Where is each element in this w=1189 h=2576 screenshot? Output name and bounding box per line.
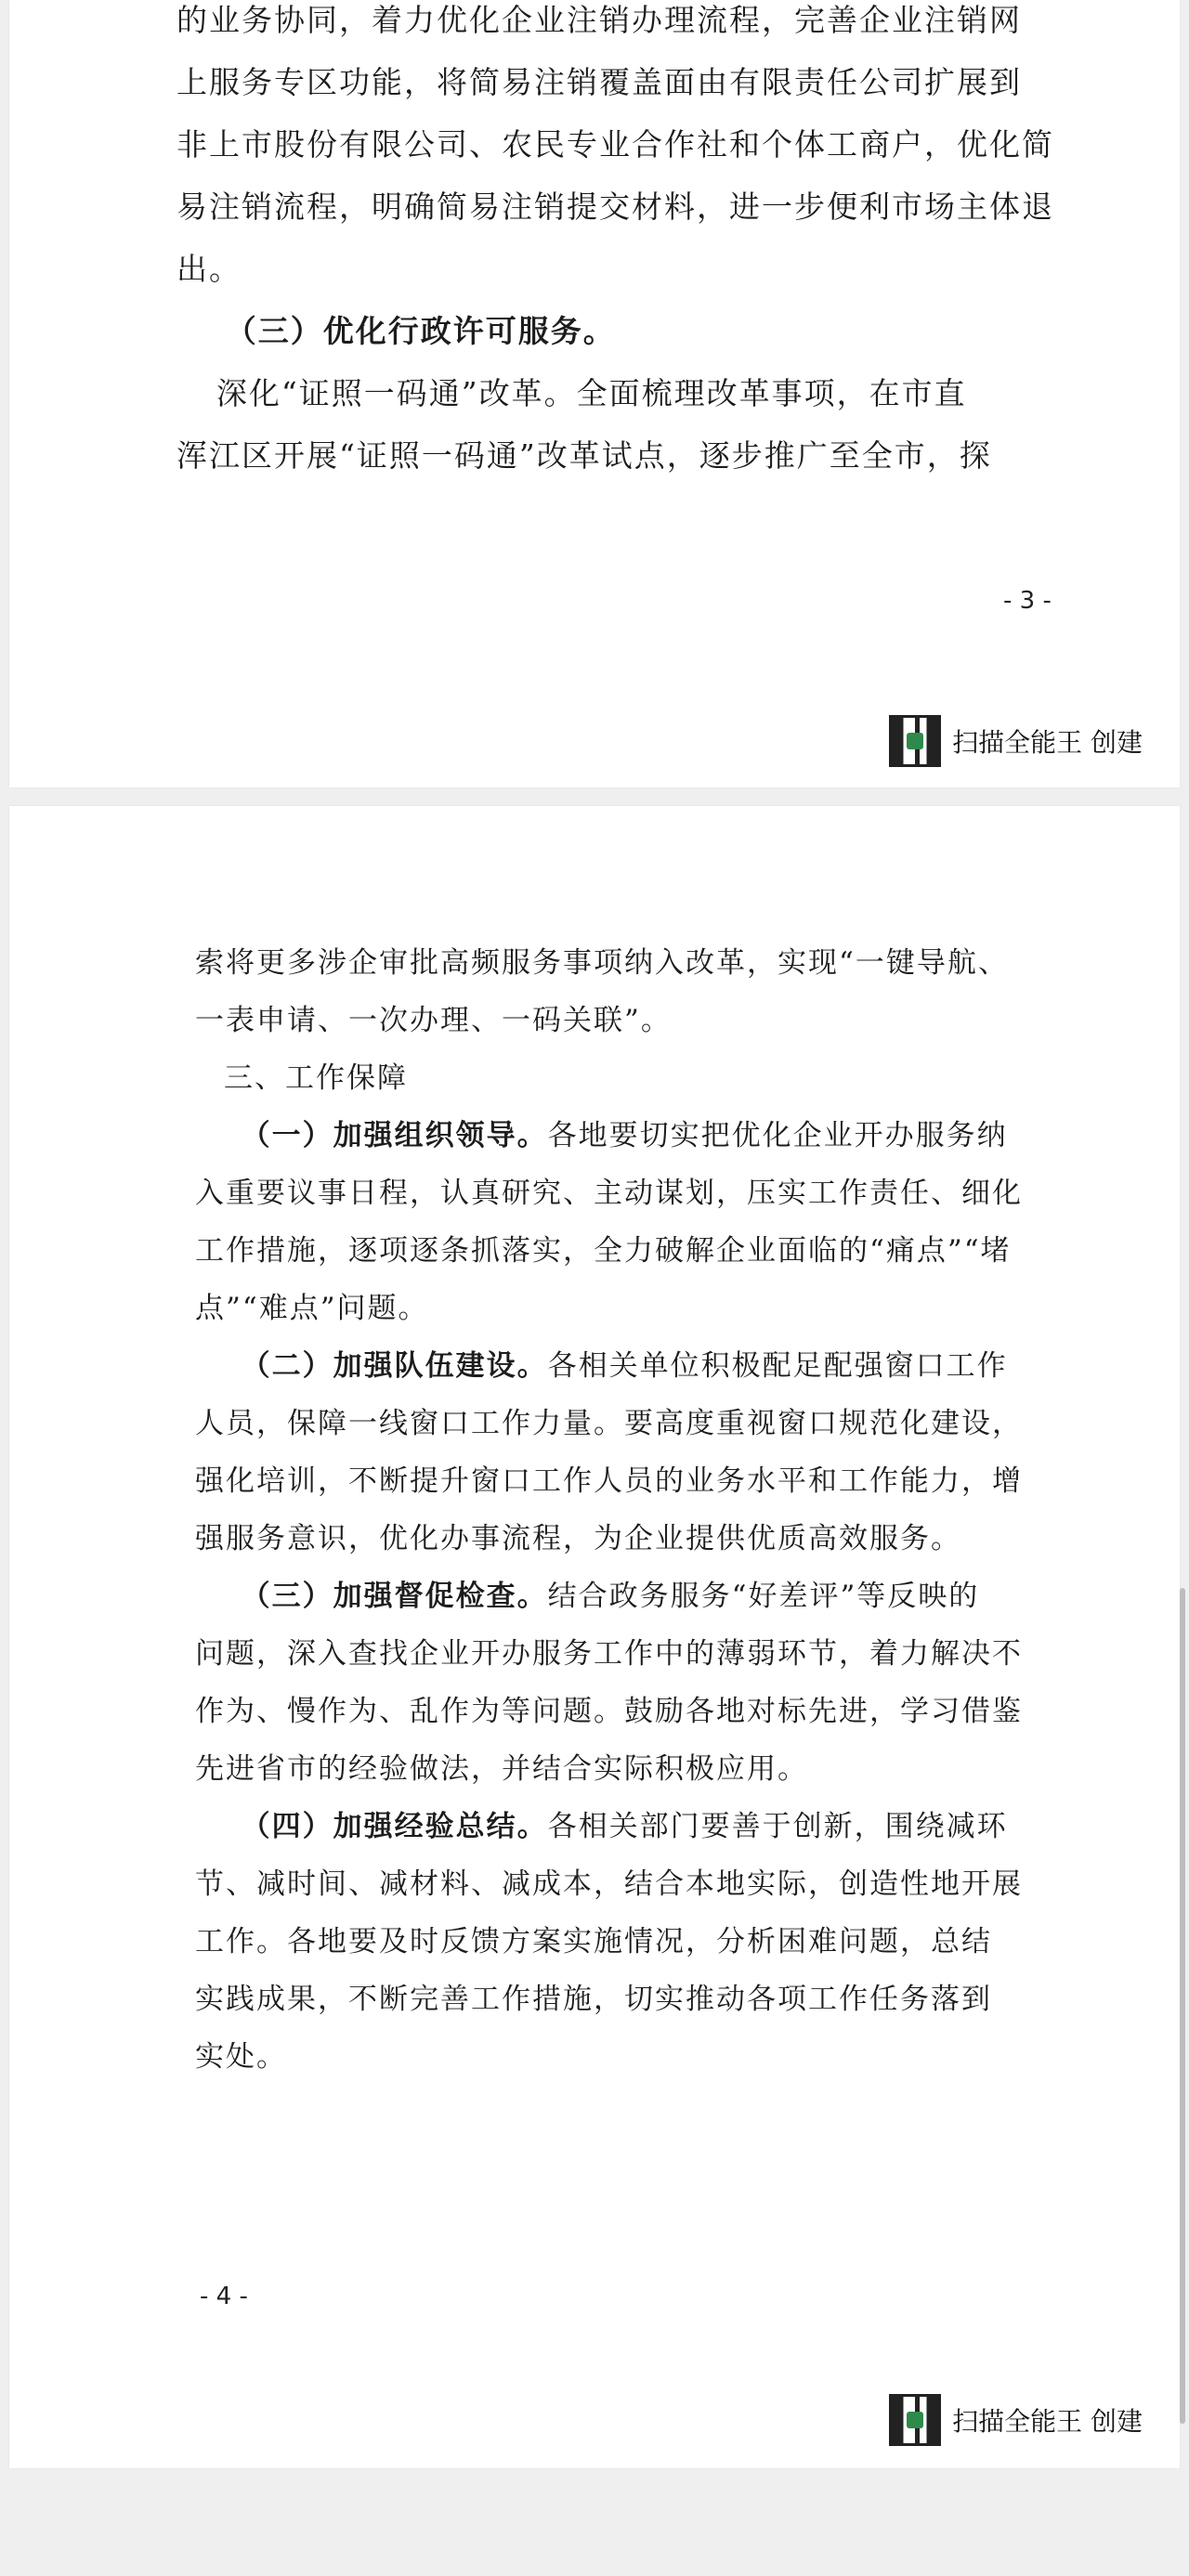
- text-line: 点”“难点”问题。: [195, 1292, 429, 1325]
- scanner-watermark: [889, 2394, 1143, 2446]
- text-line: 强化培训，不断提升窗口工作人员的业务水平和工作能力，增: [195, 1464, 1023, 1498]
- subsection-heading: （三）优化行政许可服务。: [225, 313, 616, 349]
- document-page-4: [9, 806, 1180, 2468]
- item-first-line: （三）加强督促检查。结合政务服务“好差评”等反映的: [241, 1580, 980, 1613]
- text-line: 先进省市的经验做法，并结合实际积极应用。: [195, 1752, 808, 1786]
- text-line: 索将更多涉企审批高频服务事项纳入改革，实现“一键导航、: [195, 946, 1009, 980]
- item-first-line: （二）加强队伍建设。各相关单位积极配足配强窗口工作: [241, 1349, 1008, 1383]
- item-first-line: （一）加强组织领导。各地要切实把优化企业开办服务纳: [241, 1119, 1008, 1152]
- text-line: 工作。各地要及时反馈方案实施情况，分析困难问题，总结: [195, 1925, 992, 1958]
- item-title: （二）加强队伍建设。: [241, 1349, 548, 1383]
- item-first-line: （四）加强经验总结。各相关部门要善于创新，围绕减环: [241, 1810, 1008, 1843]
- page3-body: [176, 0, 1054, 487]
- text-line: 易注销流程，明确简易注销提交材料，进一步便利市场主体退: [176, 189, 1054, 225]
- watermark-label: 扫描全能王 创建: [952, 727, 1143, 758]
- text-line: 入重要议事日程，认真研究、主动谋划，压实工作责任、细化: [195, 1177, 1023, 1210]
- text-line: 上服务专区功能，将简易注销覆盖面由有限责任公司扩展到: [176, 64, 1022, 100]
- text-line: 实处。: [195, 2040, 287, 2074]
- page-number: - 3 -: [1003, 587, 1052, 615]
- section-heading: 三、工作保障: [224, 1061, 408, 1095]
- text-line: 浑江区开展“证照一码通”改革试点，逐步推广至全市，探: [176, 437, 992, 474]
- watermark-label: 扫描全能王 创建: [952, 2406, 1143, 2437]
- text-line: 作为、慢作为、乱作为等问题。鼓励各地对标先进，学习借鉴: [195, 1695, 1023, 1728]
- text-line: 非上市股份有限公司、农民专业合作社和个体工商户，优化简: [176, 126, 1054, 163]
- item-title: （四）加强经验总结。: [241, 1810, 548, 1843]
- text-line: 工作措施，逐项逐条抓落实，全力破解企业面临的“痛点”“堵: [195, 1234, 1012, 1268]
- text-line: 的业务协同，着力优化企业注销办理流程，完善企业注销网: [176, 2, 1022, 38]
- text-line: 人员，保障一线窗口工作力量。要高度重视窗口规范化建设，: [195, 1407, 1023, 1440]
- text-line: 一表申请、一次办理、一码关联”。: [195, 1004, 672, 1037]
- text-line: 问题，深入查找企业开办服务工作中的薄弱环节，着力解决不: [195, 1637, 1023, 1671]
- item-title: （一）加强组织领导。: [241, 1119, 548, 1152]
- text-line: 出。: [176, 251, 242, 287]
- text-line: 深化“证照一码通”改革。全面梳理改革事项，在市直: [216, 375, 967, 411]
- text-line: 实践成果，不断完善工作措施，切实推动各项工作任务落到: [195, 1983, 992, 2016]
- scanner-watermark: [889, 715, 1143, 767]
- page-number: - 4 -: [200, 2283, 248, 2310]
- text-line: 节、减时间、减材料、减成本，结合本地实际，创造性地开展: [195, 1867, 1023, 1901]
- document-page-3: [9, 0, 1180, 787]
- qr-code-icon: [889, 715, 941, 767]
- scrollbar[interactable]: [1180, 1588, 1185, 2424]
- qr-code-icon: [889, 2394, 941, 2446]
- item-title: （三）加强督促检查。: [241, 1580, 548, 1613]
- text-line: 强服务意识，优化办事流程，为企业提供优质高效服务。: [195, 1522, 961, 1555]
- page4-body: [195, 934, 1059, 2086]
